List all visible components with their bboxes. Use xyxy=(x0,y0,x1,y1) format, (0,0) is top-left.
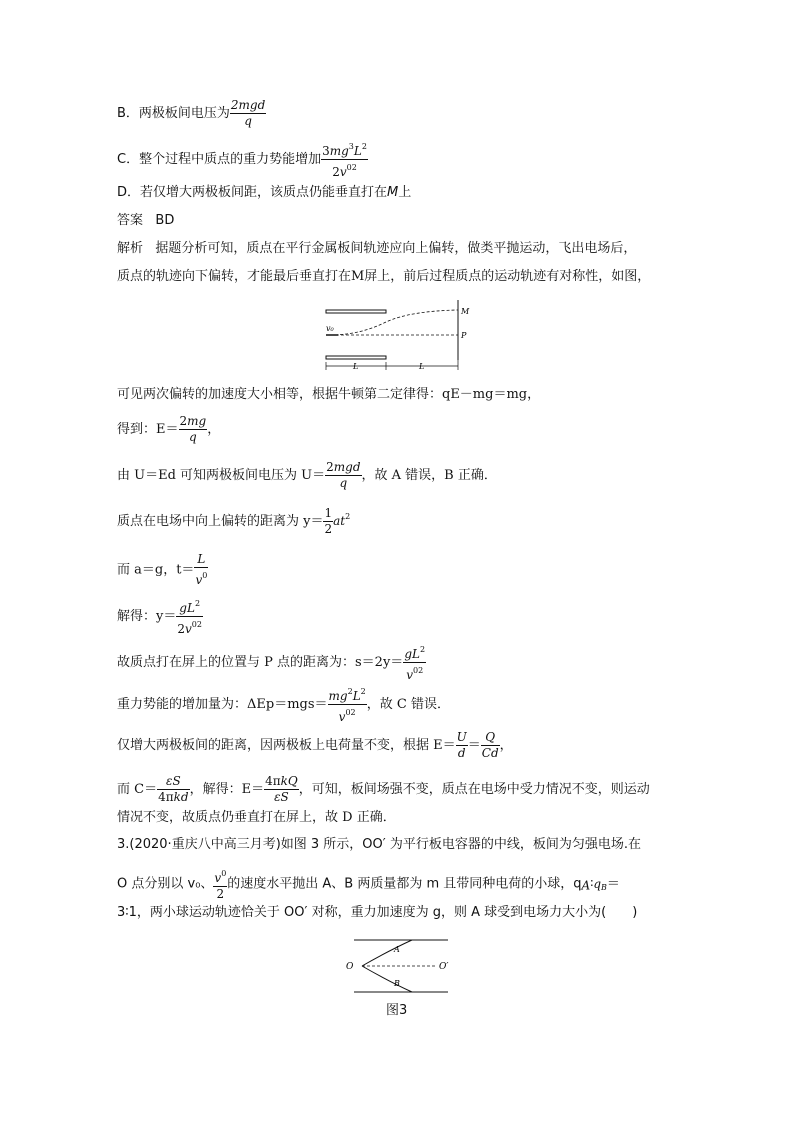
analysis-line-11: 仅增大两极板间的距离，因两极板上电荷量不变，根据 E＝ $\frac{U}{d}$ ＝ $\frac{Q}{Cd}$ ， xyxy=(117,730,513,760)
fraction-2mgd-over-q-2: $\frac{\text{2mgd}}{q}$ xyxy=(326,460,361,490)
fraction-2mg-over-q: $\frac{2mg}{q}$ xyxy=(179,414,207,444)
trajectory-b xyxy=(362,966,412,992)
fraction-v0-over-2: $\frac{v^0}{2}$ xyxy=(213,866,227,902)
trajectory-a xyxy=(362,940,412,966)
q3-line-3: 3∶1，两小球运动轨迹恰关于 OO′ 对称，重力加速度为 g，则 A 球受到电场力大小为( ) xyxy=(117,905,638,920)
q3-line-1: 3.(2020·重庆八中高三月考)如图 3 所示，OO′ 为平行板电容器的中线，板间为匀强电场.在 xyxy=(117,837,641,852)
fraction-gl2-over-v02: $\frac{gL^2}{v^{02}}$ xyxy=(403,642,426,683)
option-b: B．两极板间电压为 $\frac{\text{2mgd}}{q}$ xyxy=(117,98,266,128)
fraction-mg2l2-over-v02: $\frac{mg^2L^2}{v^{02}}$ xyxy=(328,684,367,725)
analysis-line-6: 质点在电场中向上偏转的距离为 y＝ $\frac{1}{2}$ $at^2$ xyxy=(117,506,351,536)
fraction-u-over-d: $\frac{U}{d}$ xyxy=(456,730,467,760)
label-l-right: L xyxy=(419,362,425,371)
analysis-line-4: 得到：E＝ $\frac{2mg}{q}$ ， xyxy=(117,414,221,444)
analysis-line-10: 重力势能的增加量为：ΔEp＝mgs＝ $\frac{mg^2L^2}{v^{02}}$ ，故 C 错误． xyxy=(117,684,450,725)
figure-3-diagram xyxy=(340,936,460,998)
fraction-2mgd-over-q: $\frac{\text{2mgd}}{q}$ xyxy=(230,98,266,128)
label-m: M xyxy=(461,307,470,316)
analysis-line-12: 而 C＝ $\frac{\varepsilon S}{\text{4πkd}}$ ，解得：E＝ $\frac{\text{4πkQ}}{\varepsilon S}$ ，可知，板间场强不变，质点在电场中受力情况不变，则运动 xyxy=(117,774,650,804)
upper-plate xyxy=(326,310,386,313)
q3-line-2: O 点分别以 v₀、 $\frac{v^0}{2}$ 的速度水平抛出 A、B 两质量都为 m 且带同种电荷的小球，$q_A∶q_B=$ xyxy=(117,866,620,902)
option-c: C．整个过程中质点的重力势能增加 $\frac{3mg^3L^2}{2v^{02}}$ xyxy=(117,139,368,180)
fraction-3mg3l2-over-2v02: $\frac{3mg^3L^2}{2v^{02}}$ xyxy=(321,139,368,180)
label-o: O xyxy=(346,962,354,972)
label-l-left: L xyxy=(353,362,359,371)
answer-line: 答案 BD xyxy=(117,213,175,228)
analysis-line-2: 质点的轨迹向下偏转，才能最后垂直打在M屏上，前后过程质点的运动轨迹有对称性，如图， xyxy=(117,269,651,284)
fraction-l-over-v0: $\frac{L}{v^0}$ xyxy=(195,552,208,587)
analysis-line-1: 解析 据题分析可知，质点在平行金属板间轨迹应向上偏转，做类平抛运动，飞出电场后， xyxy=(117,241,637,256)
analysis-line-13: 情况不变，故质点仍垂直打在屏上，故 D 正确． xyxy=(117,810,396,825)
lower-plate xyxy=(326,356,386,359)
fraction-4pikq-over-es: $\frac{\text{4πkQ}}{\varepsilon S}$ xyxy=(265,774,298,804)
fraction-gl2-over-2v02: $\frac{gL^2}{2v^{02}}$ xyxy=(176,596,203,637)
figure-3-caption: 图3 xyxy=(386,1003,408,1018)
label-a: A xyxy=(394,945,400,954)
analysis-line-7: 而 a＝g，t＝ $\frac{L}{v^0}$ xyxy=(117,552,208,587)
fraction-q-over-cd: $\frac{Q}{Cd}$ xyxy=(481,730,499,760)
deflection-diagram xyxy=(320,296,480,376)
analysis-line-5: 由 U＝Ed 可知两极板间电压为 U＝ $\frac{\text{2mgd}}{q}$ ，故 A 错误，B 正确． xyxy=(117,460,497,490)
analysis-line-3: 可见两次偏转的加速度大小相等，根据牛顿第二定律得：qE－mg＝mg， xyxy=(117,387,541,402)
fraction-one-half: $\frac{1}{2}$ xyxy=(324,506,333,536)
label-o-prime: O′ xyxy=(439,962,449,972)
label-p: P xyxy=(461,331,467,340)
trajectory-curve xyxy=(330,310,458,335)
analysis-line-8: 解得：y＝ $\frac{gL^2}{2v^{02}}$ xyxy=(117,596,203,637)
label-v0: v₀ xyxy=(326,324,334,333)
analysis-line-9: 故质点打在屏上的位置与 P 点的距离为：s＝2y＝ $\frac{gL^2}{v^{02}}$ xyxy=(117,642,426,683)
fraction-es-over-4pikd: $\frac{\varepsilon S}{\text{4πkd}}$ xyxy=(158,774,189,804)
option-d: D．若仅增大两极板间距，该质点仍能垂直打在M上 xyxy=(117,185,412,200)
label-b: B xyxy=(394,979,400,988)
